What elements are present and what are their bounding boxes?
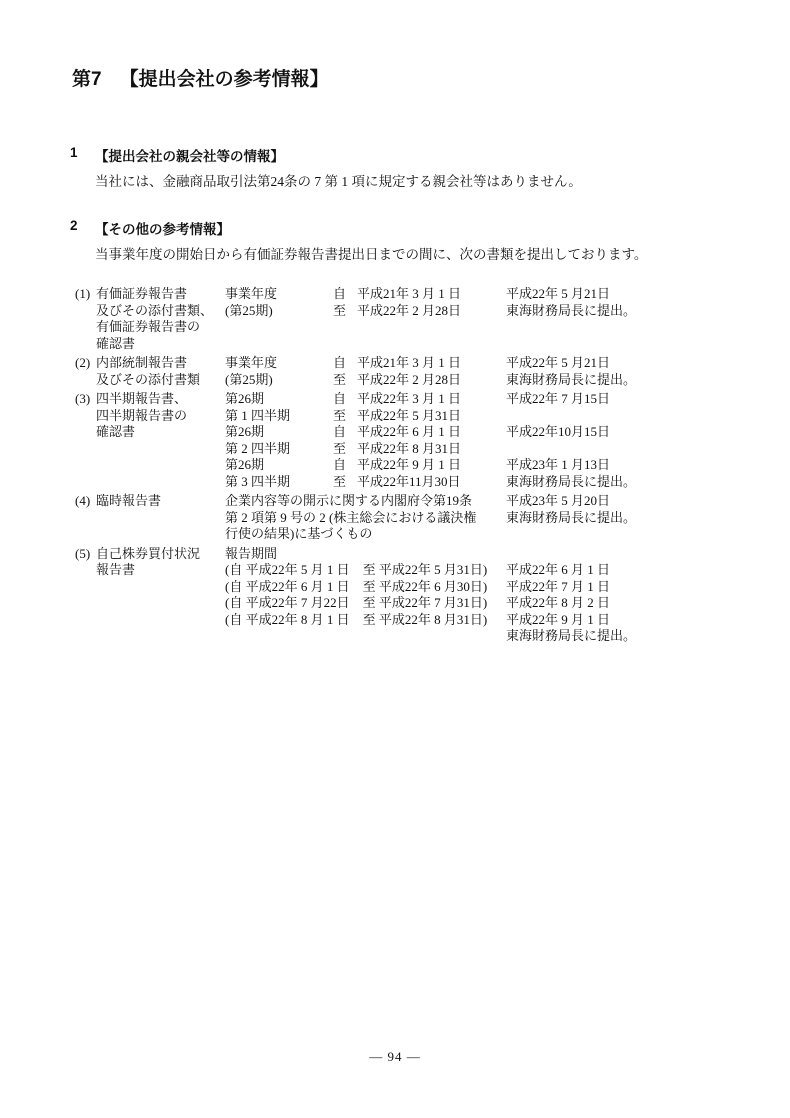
submission-info xyxy=(506,286,777,319)
date-from xyxy=(333,424,506,441)
item-number: (3) xyxy=(75,391,91,406)
date-from xyxy=(333,457,506,474)
submission-date: 平成22年 6 月 1 日 xyxy=(506,562,611,577)
document-name-line: 及びその添付書類、 xyxy=(96,302,214,318)
from-date: 平成21年 3 月 1 日 xyxy=(357,355,462,370)
submission-date: 平成22年10月15日 xyxy=(506,424,611,439)
submission-date: 平成23年 5 月20日 xyxy=(506,493,611,508)
section-paragraph: 当事業年度の開始日から有価証券報告書提出日までの間に、次の書類を提出しております。 xyxy=(95,247,648,262)
section-paragraph: 当社には、金融商品取引法第24条の 7 第 1 項に規定する親会社等はありません。 xyxy=(95,174,582,189)
period-dates xyxy=(333,355,506,388)
document-name-line: 及びその添付書類 xyxy=(96,371,201,387)
period-subrow xyxy=(225,391,777,424)
document-row xyxy=(75,355,777,388)
period-block xyxy=(225,457,506,490)
to-date: 平成22年11月30日 xyxy=(357,473,461,489)
submission-info xyxy=(506,562,777,645)
period-subrow xyxy=(225,355,777,388)
document-row xyxy=(75,391,777,490)
submission-date: 平成22年 5 月21日 xyxy=(506,355,611,370)
page-number: — 94 — xyxy=(369,1049,421,1064)
period-block xyxy=(225,391,506,424)
submission-date: 平成22年 7 月 1 日 xyxy=(506,578,611,594)
from-date: 平成22年 9 月 1 日 xyxy=(357,457,462,472)
from-mark: 自 xyxy=(333,424,347,439)
documents-table xyxy=(75,286,777,648)
period-block xyxy=(225,355,506,388)
period-subrow xyxy=(225,286,777,319)
period-label-line: (第25期) xyxy=(225,371,273,387)
document-name xyxy=(96,391,225,490)
from-date: 平成22年 3 月 1 日 xyxy=(357,391,462,406)
document-details xyxy=(225,493,777,543)
submission-info xyxy=(506,424,777,457)
period-dates xyxy=(333,391,506,424)
document-description xyxy=(225,493,506,543)
period-label-line: 第26期 xyxy=(225,457,265,472)
submission-date: 平成23年 1 月13日 xyxy=(506,457,611,472)
document-name xyxy=(96,286,225,352)
document-name-line: 有価証券報告書の xyxy=(96,319,201,334)
to-date: 平成22年 2 月28日 xyxy=(357,371,462,387)
report-period-line: (自 平成22年 7 月22日 至 平成22年 7 月31日) xyxy=(225,595,488,610)
description-subrow xyxy=(225,493,777,543)
period-subrow xyxy=(225,457,777,490)
date-from xyxy=(333,391,506,408)
period-label-line: 第 1 四半期 xyxy=(225,407,291,423)
submission-info xyxy=(506,457,777,490)
date-to xyxy=(333,441,506,458)
submission-info xyxy=(506,493,777,543)
to-mark: 至 xyxy=(333,371,347,387)
period-dates xyxy=(333,424,506,457)
period-block xyxy=(225,286,506,319)
submission-office: 東海財務局長に提出。 xyxy=(506,628,637,643)
period-label xyxy=(225,457,333,490)
submission-info xyxy=(506,391,777,424)
section-heading-label: 【その他の参考情報】 xyxy=(95,222,230,237)
date-to xyxy=(333,474,506,491)
to-date: 平成22年 5 月31日 xyxy=(357,407,462,423)
document-name-line: 四半期報告書の xyxy=(96,407,188,423)
period-label-line: 第26期 xyxy=(225,424,265,439)
from-date: 平成22年 6 月 1 日 xyxy=(357,424,462,439)
document-name-line: 確認書 xyxy=(96,424,136,439)
period-subrow xyxy=(225,424,777,457)
document-row xyxy=(75,546,777,645)
from-date: 平成21年 3 月 1 日 xyxy=(357,286,462,301)
period-label-line: 事業年度 xyxy=(225,286,278,301)
description-line: 行使の結果)に基づくもの xyxy=(225,526,373,541)
period-label-line: 第 3 四半期 xyxy=(225,473,291,489)
document-row xyxy=(75,286,777,352)
report-period-line: (自 平成22年 5 月 1 日 至 平成22年 5 月31日) xyxy=(225,562,488,577)
section-heading-other-info xyxy=(70,218,230,238)
submission-date: 平成22年 7 月15日 xyxy=(506,391,611,406)
submission-date: 平成22年 8 月 2 日 xyxy=(506,595,611,610)
to-date: 平成22年 2 月28日 xyxy=(357,302,462,318)
period-block xyxy=(225,424,506,457)
document-details xyxy=(225,355,777,388)
report-period-line: (自 平成22年 8 月 1 日 至 平成22年 8 月31日) xyxy=(225,611,488,627)
document-name-line: 確認書 xyxy=(96,335,136,351)
period-label-line: 事業年度 xyxy=(225,355,278,370)
description-line: 企業内容等の開示に関する内閣府令第19条 xyxy=(225,493,473,508)
to-mark: 至 xyxy=(333,302,347,318)
document-name-line: 四半期報告書、 xyxy=(96,391,188,406)
document-name-line: 報告書 xyxy=(96,562,136,577)
page-title xyxy=(72,64,329,91)
report-period-header: 報告期間 xyxy=(225,545,278,561)
description-line: 第 2 項第 9 号の 2 (株主総会における議決権 xyxy=(225,509,477,525)
section-number: 2 xyxy=(70,218,78,233)
document-details xyxy=(225,546,777,645)
to-mark: 至 xyxy=(333,440,347,456)
date-from xyxy=(333,355,506,372)
submission-office: 東海財務局長に提出。 xyxy=(506,509,637,525)
submission-date: 平成22年 5 月21日 xyxy=(506,286,611,301)
section-heading-parent-company xyxy=(70,145,284,165)
to-mark: 至 xyxy=(333,407,347,423)
document-name xyxy=(96,493,225,543)
report-periods-block xyxy=(225,546,506,645)
page-title-number: 第7 xyxy=(72,69,102,90)
document-details xyxy=(225,286,777,352)
period-label xyxy=(225,391,333,424)
item-number: (1) xyxy=(75,286,91,301)
section-number: 1 xyxy=(70,145,78,160)
report-periods-subrow xyxy=(225,546,777,645)
date-to xyxy=(333,303,506,320)
document-name-line: 内部統制報告書 xyxy=(96,355,188,370)
period-dates xyxy=(333,457,506,490)
date-to xyxy=(333,372,506,389)
item-number: (4) xyxy=(75,493,91,508)
document-name-line: 有価証券報告書 xyxy=(96,286,188,301)
from-mark: 自 xyxy=(333,286,347,301)
period-label xyxy=(225,355,333,388)
document-name xyxy=(96,546,225,645)
document-row xyxy=(75,493,777,543)
period-label-line: 第 2 四半期 xyxy=(225,440,291,456)
period-label xyxy=(225,286,333,319)
period-label-line: (第25期) xyxy=(225,302,273,318)
period-label-line: 第26期 xyxy=(225,391,265,406)
period-label xyxy=(225,424,333,457)
submission-office: 東海財務局長に提出。 xyxy=(506,302,637,318)
document-name-line: 自己株券買付状況 xyxy=(96,545,201,561)
to-mark: 至 xyxy=(333,473,347,489)
submission-info xyxy=(506,355,777,388)
document-name-line: 臨時報告書 xyxy=(96,493,162,508)
section-heading-label: 【提出会社の親会社等の情報】 xyxy=(95,149,284,164)
date-from xyxy=(333,286,506,303)
document-name xyxy=(96,355,225,388)
page-title-label: 【提出会社の参考情報】 xyxy=(119,69,329,90)
submission-office: 東海財務局長に提出。 xyxy=(506,473,637,489)
date-to xyxy=(333,408,506,425)
document-details xyxy=(225,391,777,490)
to-date: 平成22年 8 月31日 xyxy=(357,440,462,456)
report-period-line: (自 平成22年 6 月 1 日 至 平成22年 6 月30日) xyxy=(225,578,488,594)
submission-date: 平成22年 9 月 1 日 xyxy=(506,611,611,627)
item-number: (2) xyxy=(75,355,91,370)
item-number: (5) xyxy=(75,545,91,561)
from-mark: 自 xyxy=(333,355,347,370)
from-mark: 自 xyxy=(333,391,347,406)
period-dates xyxy=(333,286,506,319)
from-mark: 自 xyxy=(333,457,347,472)
submission-office: 東海財務局長に提出。 xyxy=(506,371,637,387)
